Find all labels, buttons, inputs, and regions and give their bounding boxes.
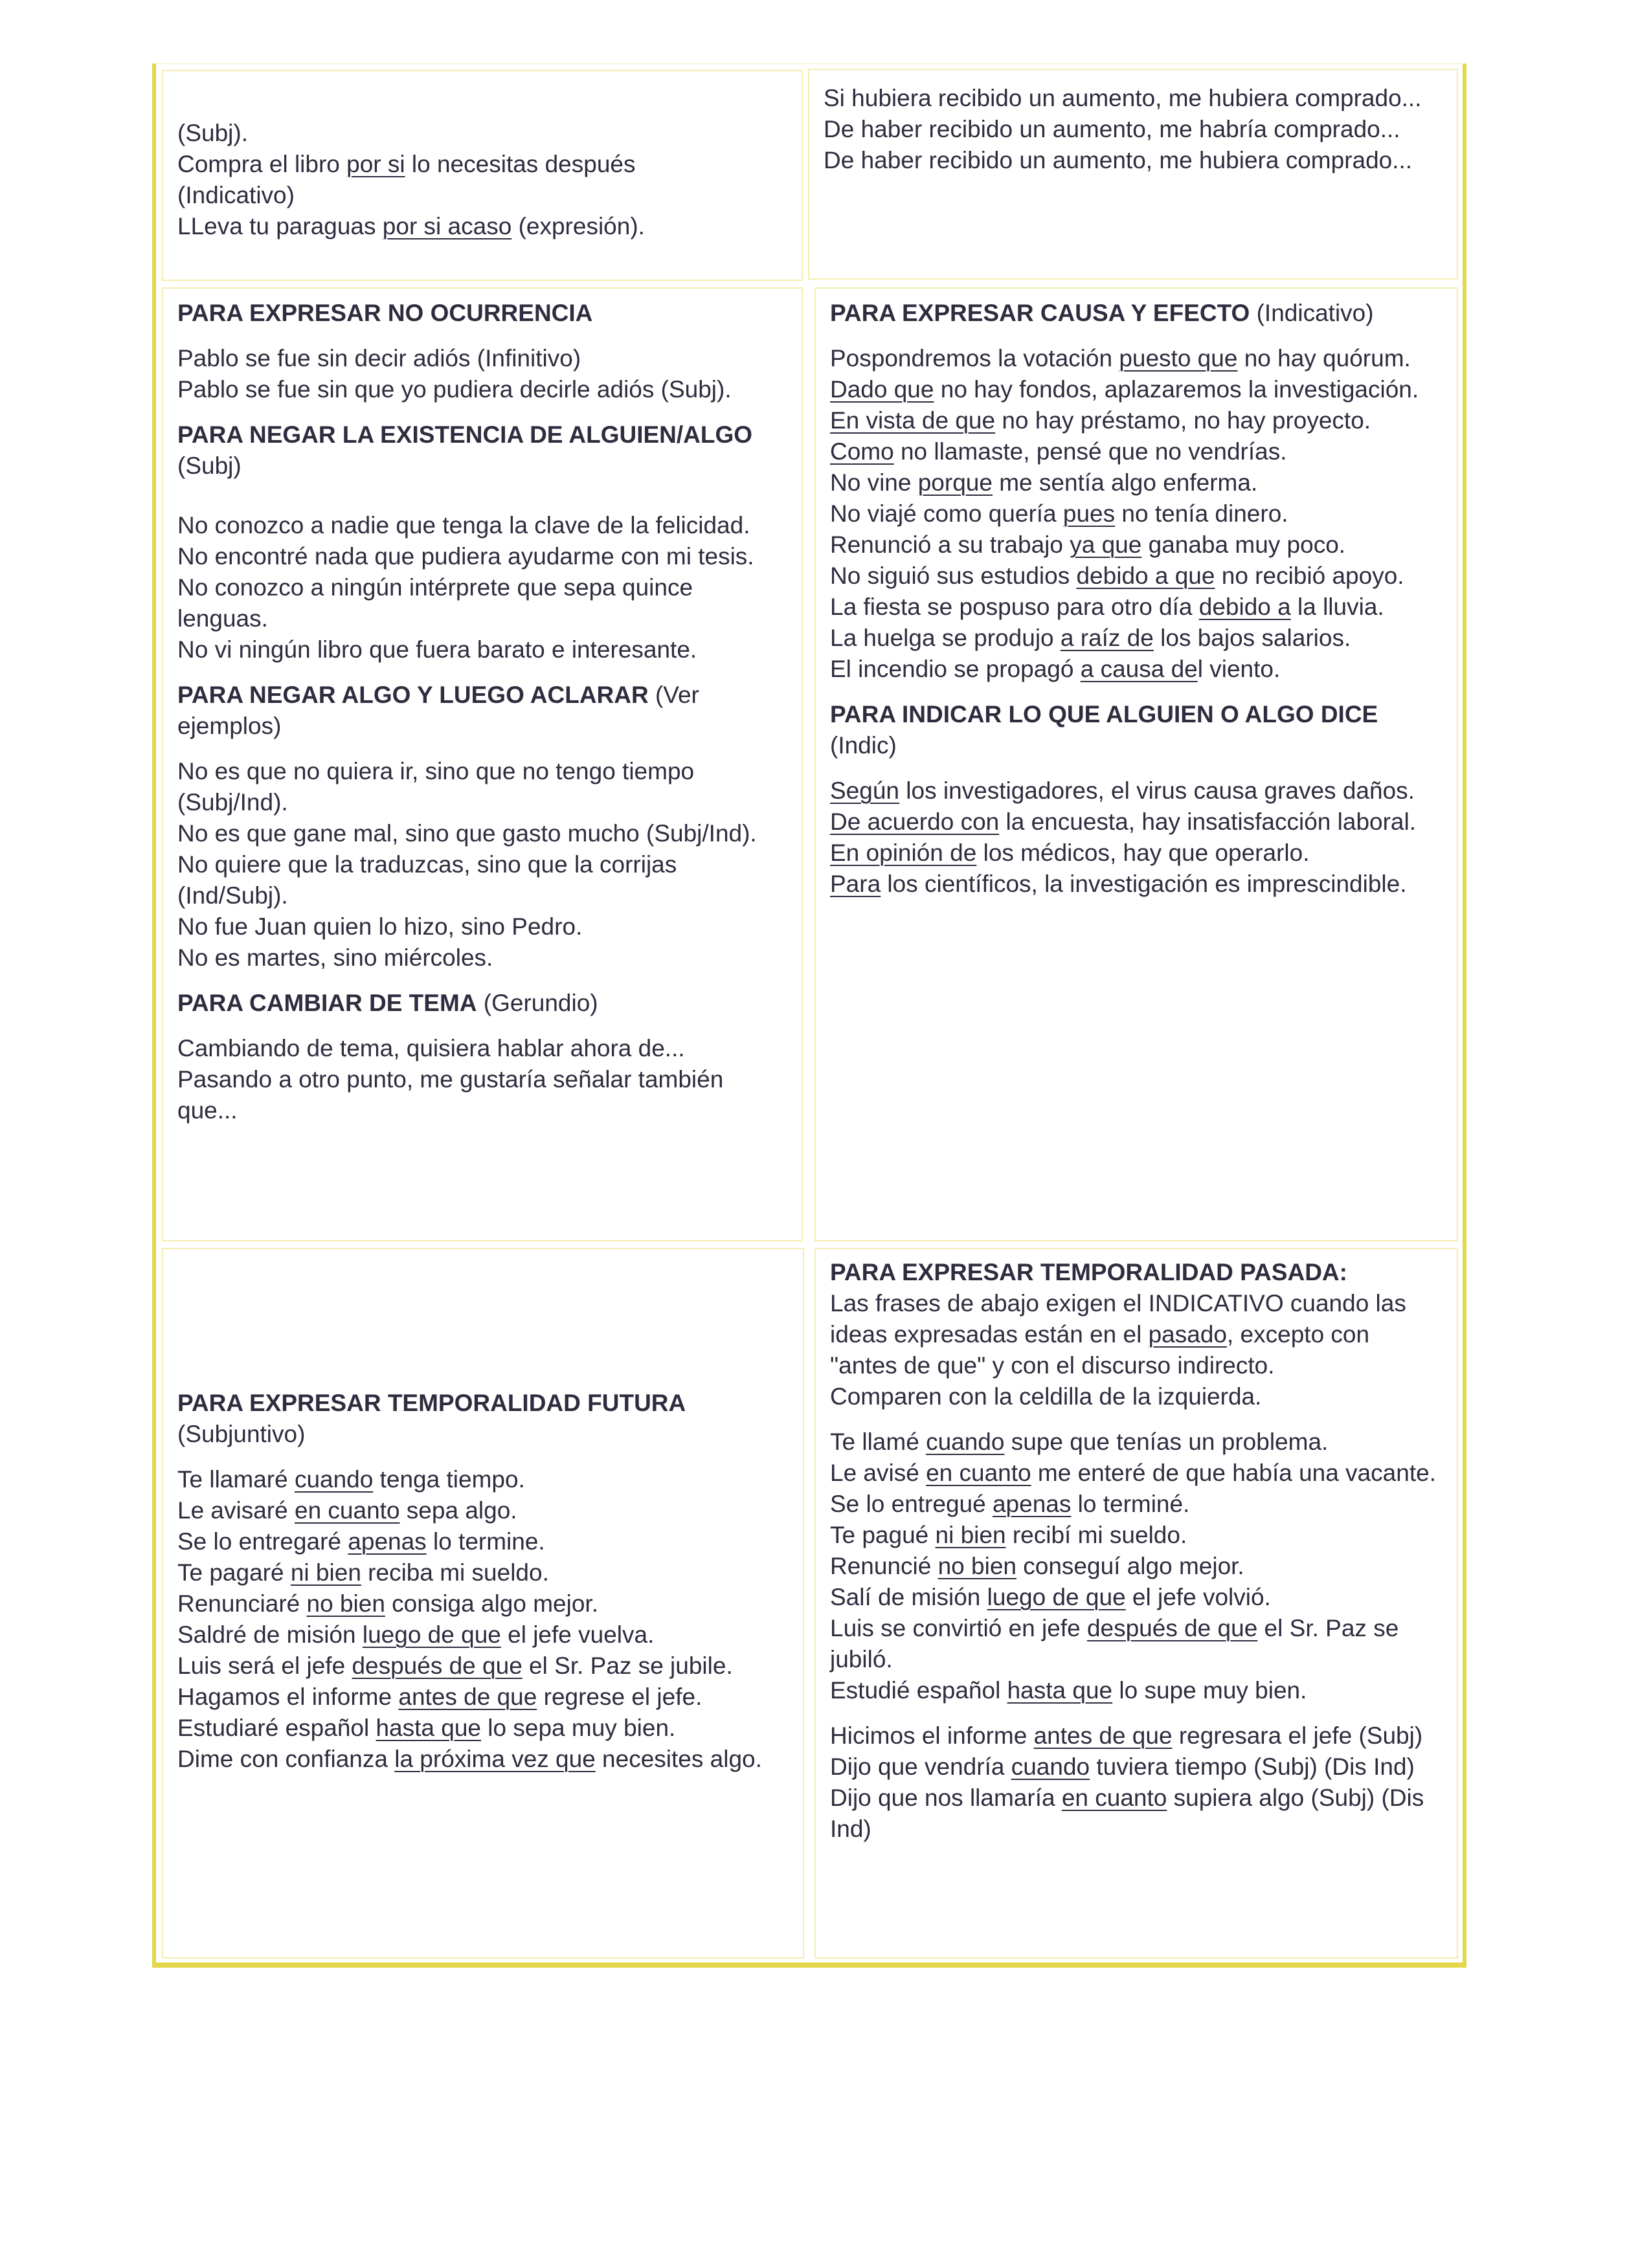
text: Luis se convirtió en jefe	[830, 1615, 1087, 1641]
cell-conditional	[808, 69, 1458, 280]
text: Salí de misión	[830, 1584, 987, 1610]
text: recibí mi sueldo.	[1005, 1522, 1187, 1548]
example-line	[830, 1520, 1443, 1551]
text: No vine	[830, 469, 918, 496]
text: lo necesitas después	[405, 151, 636, 177]
text: no hay quórum.	[1237, 345, 1411, 372]
connector: debido a	[1198, 594, 1291, 620]
connector: hasta que	[376, 1715, 482, 1741]
text: consiga algo mejor.	[385, 1590, 598, 1617]
cell-negation	[162, 287, 803, 1241]
heading-note: (Indic)	[830, 732, 897, 759]
example-line	[830, 838, 1443, 869]
example-line	[830, 498, 1443, 529]
example-line: Cambiando de tema, quisiera hablar ahora de...	[177, 1035, 685, 1062]
connector: Para	[830, 871, 881, 897]
connector: debido a que	[1076, 562, 1215, 589]
example-line	[177, 1744, 789, 1775]
connector: antes de que	[398, 1684, 537, 1710]
text: lo terminé.	[1071, 1491, 1190, 1517]
connector: no bien	[938, 1553, 1016, 1579]
text: supe que tenías un problema.	[1004, 1429, 1329, 1455]
example-line	[830, 1783, 1443, 1845]
example-line	[830, 1489, 1443, 1520]
text: Hicimos el informe	[830, 1722, 1034, 1749]
connector: antes de que	[1033, 1722, 1173, 1749]
text: Renuncié	[830, 1553, 938, 1579]
example-line	[830, 869, 1443, 900]
example-line: No conozco a nadie que tenga la clave de la felicidad.	[177, 512, 750, 539]
connector: por si acaso	[382, 213, 512, 239]
text: Pospondremos la votación	[830, 345, 1119, 372]
text: Te pagaré	[177, 1559, 291, 1586]
text: el jefe volvió.	[1125, 1584, 1271, 1610]
connector: ni bien	[290, 1559, 361, 1586]
cell-past-temporality	[814, 1248, 1458, 1959]
section-heading	[177, 419, 787, 482]
connector: en cuanto	[1061, 1784, 1167, 1811]
example-line	[177, 1464, 789, 1495]
text: el jefe vuelva.	[500, 1621, 655, 1648]
heading-note: (Subjuntivo)	[177, 1421, 306, 1447]
example-line	[830, 1675, 1443, 1706]
connector: Como	[830, 438, 894, 465]
text: ganaba muy poco.	[1141, 531, 1346, 558]
text: la encuesta, hay insatisfacción laboral.	[999, 808, 1416, 835]
example-line	[830, 529, 1443, 561]
text: No siguió sus estudios	[830, 562, 1077, 589]
example-line: No fue Juan quien lo hizo, sino Pedro.	[177, 913, 583, 940]
example-line	[177, 1682, 789, 1713]
example-line	[177, 1557, 789, 1588]
example-line	[830, 467, 1443, 498]
section-heading	[830, 699, 1443, 761]
text: los investigadores, el virus causa graves daños.	[899, 777, 1415, 804]
cell-future-temporality	[162, 1248, 804, 1959]
heading-text: PARA NEGAR LA EXISTENCIA DE ALGUIEN/ALGO	[177, 421, 753, 448]
text: Comparen con la celdilla de la izquierda.	[830, 1383, 1262, 1410]
connector: luego de que	[987, 1584, 1126, 1610]
example-line	[830, 405, 1443, 436]
text: los científicos, la investigación es imprescindible.	[881, 871, 1407, 897]
section-heading: PARA EXPRESAR NO OCURRENCIA	[177, 300, 593, 326]
example-line	[830, 561, 1443, 592]
text: sepa algo.	[399, 1497, 517, 1524]
text: no llamaste, pensé que no vendrías.	[893, 438, 1287, 465]
text: lo supe muy bien.	[1112, 1677, 1307, 1704]
text: Le avisaré	[177, 1497, 295, 1524]
text: necesites algo.	[595, 1746, 762, 1772]
heading-text: PARA CAMBIAR DE TEMA	[177, 990, 477, 1016]
example-line: Si hubiera recibido un aumento, me hubiera comprado...	[824, 85, 1422, 111]
connector: ya que	[1070, 531, 1142, 558]
example-line: No conozco a ningún intérprete que sepa quince lenguas.	[177, 574, 693, 632]
text: La fiesta se pospuso para otro día	[830, 594, 1199, 620]
connector: por si	[346, 151, 405, 177]
connector: ni bien	[935, 1522, 1006, 1548]
example-line: No vi ningún libro que fuera barato e interesante.	[177, 636, 697, 663]
cell-por-si	[162, 70, 803, 281]
example-line	[830, 374, 1443, 405]
text: Estudiaré español	[177, 1715, 376, 1741]
example-line	[177, 1526, 789, 1557]
section-heading	[830, 298, 1443, 329]
text: supiera algo (Subj) (Dis Ind)	[830, 1784, 1424, 1842]
connector: luego de que	[362, 1621, 501, 1648]
connector: puesto que	[1119, 345, 1238, 372]
text: (Indicativo)	[177, 182, 295, 208]
text: Renunció a su trabajo	[830, 531, 1070, 558]
text: lo sepa muy bien.	[481, 1715, 676, 1741]
connector: Dado que	[830, 376, 934, 403]
example-line: No es martes, sino miércoles.	[177, 944, 493, 971]
text: Dime con confianza	[177, 1746, 395, 1772]
example-line: No es que no quiera ir, sino que no tengo tiempo (Subj/Ind).	[177, 758, 695, 816]
heading-text: PARA INDICAR LO QUE ALGUIEN O ALGO DICE	[830, 701, 1378, 728]
text: no hay fondos, aplazaremos la investigación.	[934, 376, 1419, 403]
example-list	[830, 775, 1443, 900]
connector: apenas	[348, 1528, 427, 1555]
text: el Sr. Paz se jubile.	[522, 1652, 733, 1679]
text: los médicos, hay que operarlo.	[976, 839, 1310, 866]
text: No viajé como quería	[830, 500, 1063, 527]
example-line	[830, 1458, 1443, 1489]
text: los bajos salarios.	[1153, 625, 1351, 651]
example-line	[177, 1588, 789, 1619]
text: Le avisé	[830, 1460, 927, 1486]
heading-note: (Gerundio)	[477, 990, 598, 1016]
connector: De acuerdo con	[830, 808, 1000, 835]
example-line	[177, 1619, 789, 1651]
text: Se lo entregué	[830, 1491, 993, 1517]
example-line	[830, 623, 1443, 654]
example-line	[177, 118, 787, 149]
example-line	[830, 1551, 1443, 1582]
connector: no bien	[306, 1590, 385, 1617]
text: lo termine.	[426, 1528, 545, 1555]
connector: pues	[1062, 500, 1116, 527]
connector: En opinión de	[830, 839, 977, 866]
text: Estudié español	[830, 1677, 1007, 1704]
example-list	[830, 343, 1443, 685]
example-line: Pasando a otro punto, me gustaría señalar también que...	[177, 1066, 724, 1124]
example-line	[177, 149, 787, 180]
text: tenga tiempo.	[373, 1466, 525, 1493]
heading-note: (Ver ejemplos)	[177, 682, 699, 739]
text: Dijo que nos llamaría	[830, 1784, 1062, 1811]
connector: apenas	[992, 1491, 1072, 1517]
connector: cuando	[294, 1466, 374, 1493]
section-heading	[177, 988, 787, 1019]
example-list	[830, 1427, 1443, 1706]
connector: porque	[917, 469, 993, 496]
section-heading: PARA EXPRESAR TEMPORALIDAD FUTURA	[177, 1390, 686, 1416]
text: me sentía algo enferma.	[992, 469, 1258, 496]
connector: pasado	[1148, 1321, 1227, 1348]
text: Luis será el jefe	[177, 1652, 352, 1679]
connector: a raíz de	[1060, 625, 1154, 651]
text: no tenía dinero.	[1115, 500, 1288, 527]
example-line	[830, 1751, 1443, 1783]
connector: en cuanto	[295, 1497, 400, 1524]
connector: la próxima vez que	[394, 1746, 596, 1772]
text: , excepto con "antes de que" y con el discurso indirecto.	[830, 1321, 1370, 1379]
text: el Sr. Paz se jubiló.	[830, 1615, 1399, 1673]
example-list	[177, 1464, 789, 1775]
example-line	[177, 211, 787, 242]
text: Saldré de misión	[177, 1621, 363, 1648]
connector: después de que	[352, 1652, 522, 1679]
example-line	[830, 775, 1443, 806]
connector: en cuanto	[926, 1460, 1031, 1486]
heading-text: PARA NEGAR ALGO Y LUEGO ACLARAR	[177, 682, 649, 708]
text: la lluvia.	[1290, 594, 1384, 620]
text: regresara el jefe (Subj)	[1172, 1722, 1423, 1749]
heading-text: PARA EXPRESAR CAUSA Y EFECTO	[830, 300, 1250, 326]
text: Te llamaré	[177, 1466, 295, 1493]
example-line: No quiere que la traduzcas, sino que la corrijas (Ind/Subj).	[177, 851, 677, 909]
example-line	[830, 592, 1443, 623]
intro-list	[830, 1288, 1443, 1412]
text: Dijo que vendría	[830, 1753, 1011, 1780]
text: regrese el jefe.	[537, 1684, 702, 1710]
text: Se lo entregaré	[177, 1528, 348, 1555]
text: me enteré de que había una vacante.	[1031, 1460, 1436, 1486]
example-line: No es que gane mal, sino que gasto mucho (Subj/Ind).	[177, 820, 757, 847]
section-heading	[177, 680, 787, 742]
example-line: No encontré nada que pudiera ayudarme con mi tesis.	[177, 543, 754, 570]
text: LLeva tu paraguas	[177, 213, 383, 239]
example-line	[830, 343, 1443, 374]
connector: a causa de	[1080, 656, 1198, 682]
heading-note: (Subj)	[177, 452, 241, 479]
connector: hasta que	[1007, 1677, 1113, 1704]
example-line	[830, 806, 1443, 838]
example-line: De haber recibido un aumento, me hubiera comprado...	[824, 147, 1413, 173]
example-line	[830, 1582, 1443, 1613]
cell-cause-effect	[814, 287, 1458, 1241]
text: Compra el libro	[177, 151, 347, 177]
text: no hay préstamo, no hay proyecto.	[995, 407, 1371, 434]
text: reciba mi sueldo.	[361, 1559, 549, 1586]
text: tuviera tiempo (Subj) (Dis Ind)	[1090, 1753, 1415, 1780]
example-line	[830, 1613, 1443, 1675]
connector: Según	[830, 777, 899, 804]
text: Te pagué	[830, 1522, 936, 1548]
example-line	[830, 436, 1443, 467]
example-line	[177, 1495, 789, 1526]
text: l viento.	[1197, 656, 1281, 682]
example-line	[830, 1427, 1443, 1458]
heading-note: (Indicativo)	[1250, 300, 1374, 326]
text: (expresión).	[511, 213, 645, 239]
example-line	[177, 1651, 789, 1682]
example-list	[830, 1720, 1443, 1845]
text: El incendio se propagó	[830, 656, 1081, 682]
connector: cuando	[926, 1429, 1005, 1455]
example-line: Pablo se fue sin decir adiós (Infinitivo)	[177, 345, 581, 372]
connector: cuando	[1011, 1753, 1090, 1780]
text: Te llamé	[830, 1429, 927, 1455]
example-line	[177, 180, 787, 211]
text: no recibió apoyo.	[1215, 562, 1404, 589]
example-line	[177, 1713, 789, 1744]
text: Renunciaré	[177, 1590, 307, 1617]
text: Hagamos el informe	[177, 1684, 399, 1710]
example-line	[830, 1381, 1443, 1412]
text: conseguí algo mejor.	[1016, 1553, 1244, 1579]
example-line	[830, 654, 1443, 685]
text: La huelga se produjo	[830, 625, 1061, 651]
text: (Subj).	[177, 120, 248, 146]
example-line: De haber recibido un aumento, me habría comprado...	[824, 116, 1400, 142]
connector: después de que	[1086, 1615, 1258, 1641]
example-line: Pablo se fue sin que yo pudiera decirle adiós (Subj).	[177, 376, 732, 403]
text: Las frases de abajo exigen el INDICATIVO cuando las ideas expresadas están en el	[830, 1290, 1406, 1348]
section-heading: PARA EXPRESAR TEMPORALIDAD PASADA:	[830, 1259, 1347, 1285]
example-line	[830, 1720, 1443, 1751]
connector: En vista de que	[830, 407, 996, 434]
example-line	[830, 1288, 1443, 1381]
